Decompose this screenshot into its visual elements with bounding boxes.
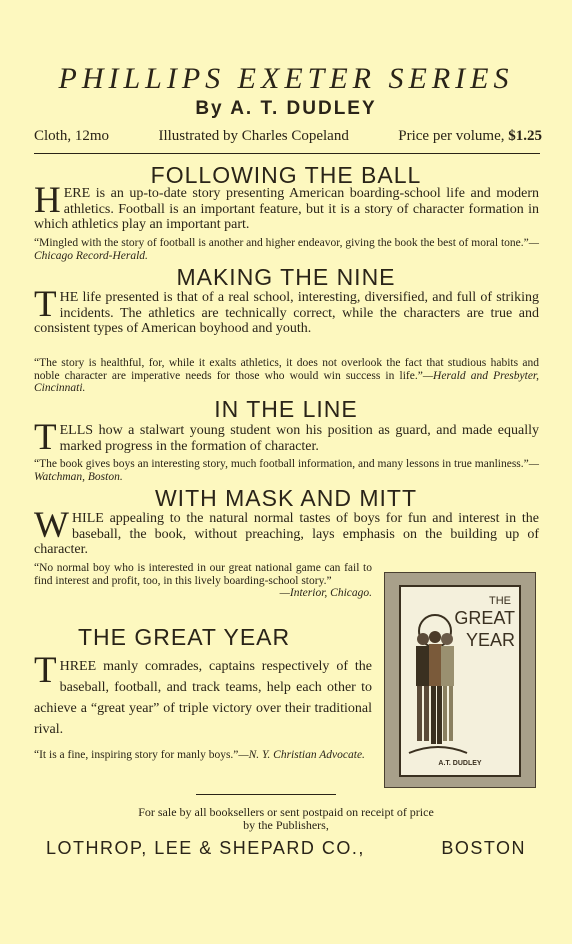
byline: By A. T. DUDLEY bbox=[195, 98, 377, 119]
quote-source: —Chicago Record-Herald. bbox=[34, 237, 539, 262]
review-quote bbox=[34, 562, 372, 600]
drop-cap: T bbox=[34, 650, 57, 691]
price-info bbox=[398, 128, 542, 145]
book-description bbox=[34, 505, 539, 558]
quote-text: “The book gives boys an interesting story, much football information, and many lessons in true manliness.” bbox=[34, 458, 529, 470]
book-description bbox=[34, 650, 372, 740]
lead-word: ELLS bbox=[59, 423, 94, 438]
three-boys-illustration bbox=[403, 613, 473, 763]
publication-info bbox=[34, 128, 542, 145]
description-text: life presented is that of a real school, interesting, diversified, and full of striking incidents. The athletics are technically correct, while the characters are true and consistent types of American boyhood and youth. bbox=[34, 290, 539, 337]
book-title-making-the-nine: MAKING THE NINE bbox=[176, 264, 396, 290]
review-quote bbox=[34, 237, 539, 262]
quote-text: “It is a fine, inspiring story for manly boys.” bbox=[34, 749, 239, 761]
quote-text: “Mingled with the story of football is another and higher endeavor, giving the book the best of moral tone.” bbox=[34, 237, 529, 249]
series-title: PHILLIPS EXETER SERIES bbox=[58, 62, 514, 95]
publisher-name: LOTHROP, LEE & SHEPARD CO., bbox=[46, 838, 365, 858]
price-label: Price per volume, bbox=[398, 128, 505, 144]
description-text: is an up-to-date story presenting American boarding-school life and modern athletics. Football is an important feature, but it is a story of character formation in which athletics play an important part. bbox=[34, 186, 539, 233]
quote-source: —Herald and Presbyter, Cincinnati. bbox=[34, 369, 540, 394]
publisher-city: BOSTON bbox=[441, 838, 526, 858]
illustrator: Illustrated by Charles Copeland bbox=[158, 128, 349, 144]
sale-notice bbox=[0, 806, 572, 832]
quote-source: —Interior, Chicago. bbox=[279, 587, 372, 599]
quote-text: “No normal boy who is interested in our great national game can fail to find interest and profit, too, in this lively boarding-school story.” bbox=[34, 562, 372, 587]
header-rule bbox=[34, 153, 540, 154]
book-cover-image bbox=[384, 572, 536, 788]
book-title-the-great-year: THE GREAT YEAR bbox=[78, 624, 291, 650]
description-text: appealing to the natural normal tastes of boys for fun and interest in the baseball, the book, without preaching, lays emphasis on the building up of character. bbox=[34, 511, 539, 558]
footer-rule bbox=[196, 794, 336, 795]
drop-cap: W bbox=[34, 505, 69, 546]
quote-source: —N. Y. Christian Advocate. bbox=[238, 749, 365, 761]
price: $1.25 bbox=[508, 128, 542, 144]
cover-author: A.T. DUDLEY bbox=[438, 760, 482, 767]
drop-cap: H bbox=[34, 180, 61, 221]
cover-title-the: THE bbox=[489, 595, 511, 607]
lead-word: HILE bbox=[71, 511, 104, 526]
cover-panel bbox=[399, 585, 521, 777]
lead-word: HE bbox=[59, 290, 79, 305]
lead-word: ERE bbox=[63, 186, 91, 201]
drop-cap: T bbox=[34, 417, 57, 458]
book-description bbox=[34, 180, 539, 233]
publisher-line bbox=[46, 838, 526, 859]
cover-title-year: YEAR bbox=[465, 630, 515, 650]
sale-line-2: by the Publishers, bbox=[243, 818, 329, 832]
review-quote bbox=[34, 458, 539, 483]
quote-source: —Watchman, Boston. bbox=[34, 458, 539, 483]
description-text: manly comrades, captains respectively of the baseball, football, and track teams, help each other to achieve a “great year” of triple victory over their traditional rival. bbox=[34, 659, 372, 737]
review-quote bbox=[34, 749, 372, 762]
book-description bbox=[34, 417, 539, 458]
sale-line-1: For sale by all booksellers or sent postpaid on receipt of price bbox=[138, 805, 434, 819]
book-description bbox=[34, 284, 539, 337]
description-text: how a stalwart young student won his position as guard, and made equally marked progress in the formation of character. bbox=[59, 423, 539, 454]
binding: Cloth, 12mo bbox=[34, 128, 110, 144]
book-title-in-the-line: IN THE LINE bbox=[214, 396, 358, 422]
book-title-following-the-ball: FOLLOWING THE BALL bbox=[150, 162, 422, 188]
lead-word: HREE bbox=[59, 659, 97, 674]
quote-text: “The story is healthful, for, while it exalts athletics, it does not overlook the fact that studious habits and noble character are imperative needs for those who would win success in life.” bbox=[34, 357, 539, 382]
drop-cap: T bbox=[34, 284, 57, 325]
book-title-with-mask-and-mitt: WITH MASK AND MITT bbox=[154, 485, 418, 511]
review-quote bbox=[34, 357, 539, 395]
cover-title-great: GREAT bbox=[454, 608, 515, 628]
